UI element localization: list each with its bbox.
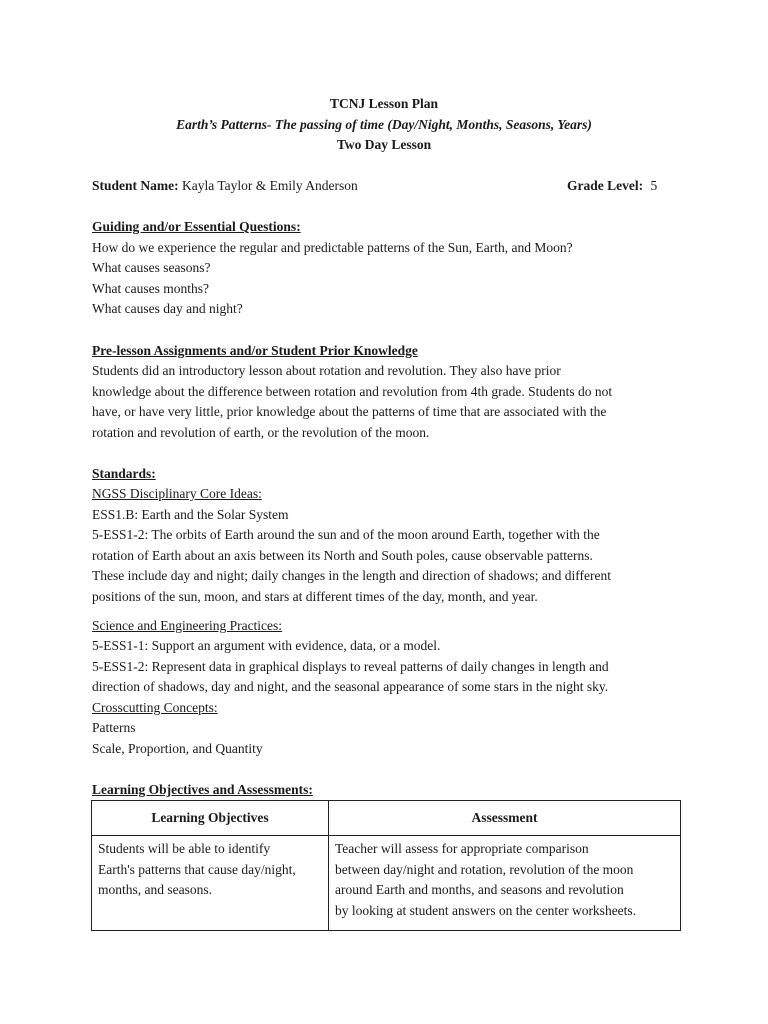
crosscutting-line: Patterns <box>92 720 136 735</box>
ngss-line: ESS1.B: Earth and the Solar System <box>92 507 289 522</box>
student-name-label: Student Name: <box>92 178 179 193</box>
guiding-question: What causes seasons? <box>92 260 211 275</box>
assessment-line: Teacher will assess for appropriate comparison <box>335 841 589 856</box>
assessment-line: between day/night and rotation, revolution of the moon <box>335 861 634 877</box>
objective-cell <box>92 836 329 931</box>
document-title: TCNJ Lesson Plan <box>329 96 439 111</box>
objective-line: Earth's patterns that cause day/night, <box>98 861 296 877</box>
assessment-line: around Earth and months, and seasons and revolution <box>335 882 624 897</box>
prior-knowledge-line: rotation and revolution of earth, or the revolution of the moon. <box>92 425 430 440</box>
prior-knowledge-line: have, or have very little, prior knowledge about the patterns of time that are associated with the <box>92 404 607 419</box>
prior-knowledge-heading: Pre-lesson Assignments and/or Student Prior Knowledge <box>92 343 418 358</box>
table-row <box>92 836 681 931</box>
guiding-question: What causes months? <box>92 281 209 296</box>
ngss-label: NGSS Disciplinary Core Ideas: <box>92 486 262 501</box>
prior-knowledge-line: knowledge about the difference between rotation and revolution from 4th grade. Students do not <box>92 384 613 399</box>
science-practices-line: direction of shadows, day and night, and the seasonal appearance of some stars in the night sky. <box>92 679 609 694</box>
ngss-line: These include day and night; daily changes in the length and direction of shadows; and different <box>92 568 611 583</box>
objective-line: months, and seasons. <box>98 882 212 897</box>
guiding-questions-heading: Guiding and/or Essential Questions: <box>92 219 301 234</box>
grade-level-label: Grade Level: <box>567 178 644 193</box>
ngss-line: 5-ESS1-2: The orbits of Earth around the sun and of the moon around Earth, together with the <box>92 527 600 542</box>
crosscutting-label: Crosscutting Concepts: <box>92 700 218 715</box>
standards-heading: Standards: <box>92 466 156 481</box>
ngss-line: positions of the sun, moon, and stars at different times of the day, month, and year. <box>92 589 538 604</box>
table-header-row <box>92 801 681 836</box>
grade-level-row <box>567 176 657 196</box>
objective-line: Students will be able to identify <box>98 841 271 856</box>
guiding-question: What causes day and night? <box>92 301 243 316</box>
objectives-table <box>91 800 681 931</box>
lesson-duration: Two Day Lesson <box>336 137 432 152</box>
prior-knowledge-line: Students did an introductory lesson about rotation and revolution. They also have prior <box>92 363 561 378</box>
student-name-row <box>92 176 358 196</box>
column-header-objectives: Learning Objectives <box>92 801 329 836</box>
ngss-line: rotation of Earth about an axis between its North and South poles, cause observable patterns. <box>92 548 593 563</box>
crosscutting-line: Scale, Proportion, and Quantity <box>92 741 263 756</box>
assessment-cell <box>329 836 681 931</box>
assessment-line: by looking at student answers on the center worksheets. <box>335 902 637 918</box>
science-practices-label: Science and Engineering Practices: <box>92 618 283 633</box>
student-name-value: Kayla Taylor & Emily Anderson <box>182 178 358 193</box>
science-practices-line: 5-ESS1-1: Support an argument with evidence, data, or a model. <box>92 638 441 653</box>
grade-level-value: 5 <box>650 178 658 193</box>
document-subtitle: Earth’s Patterns- The passing of time (Day/Night, Months, Seasons, Years) <box>176 117 592 132</box>
guiding-question: How do we experience the regular and predictable patterns of the Sun, Earth, and Moon? <box>92 240 573 255</box>
science-practices-line: 5-ESS1-2: Represent data in graphical displays to reveal patterns of daily changes in length and <box>92 659 609 674</box>
column-header-assessment: Assessment <box>329 801 681 836</box>
objectives-heading: Learning Objectives and Assessments: <box>92 782 313 797</box>
